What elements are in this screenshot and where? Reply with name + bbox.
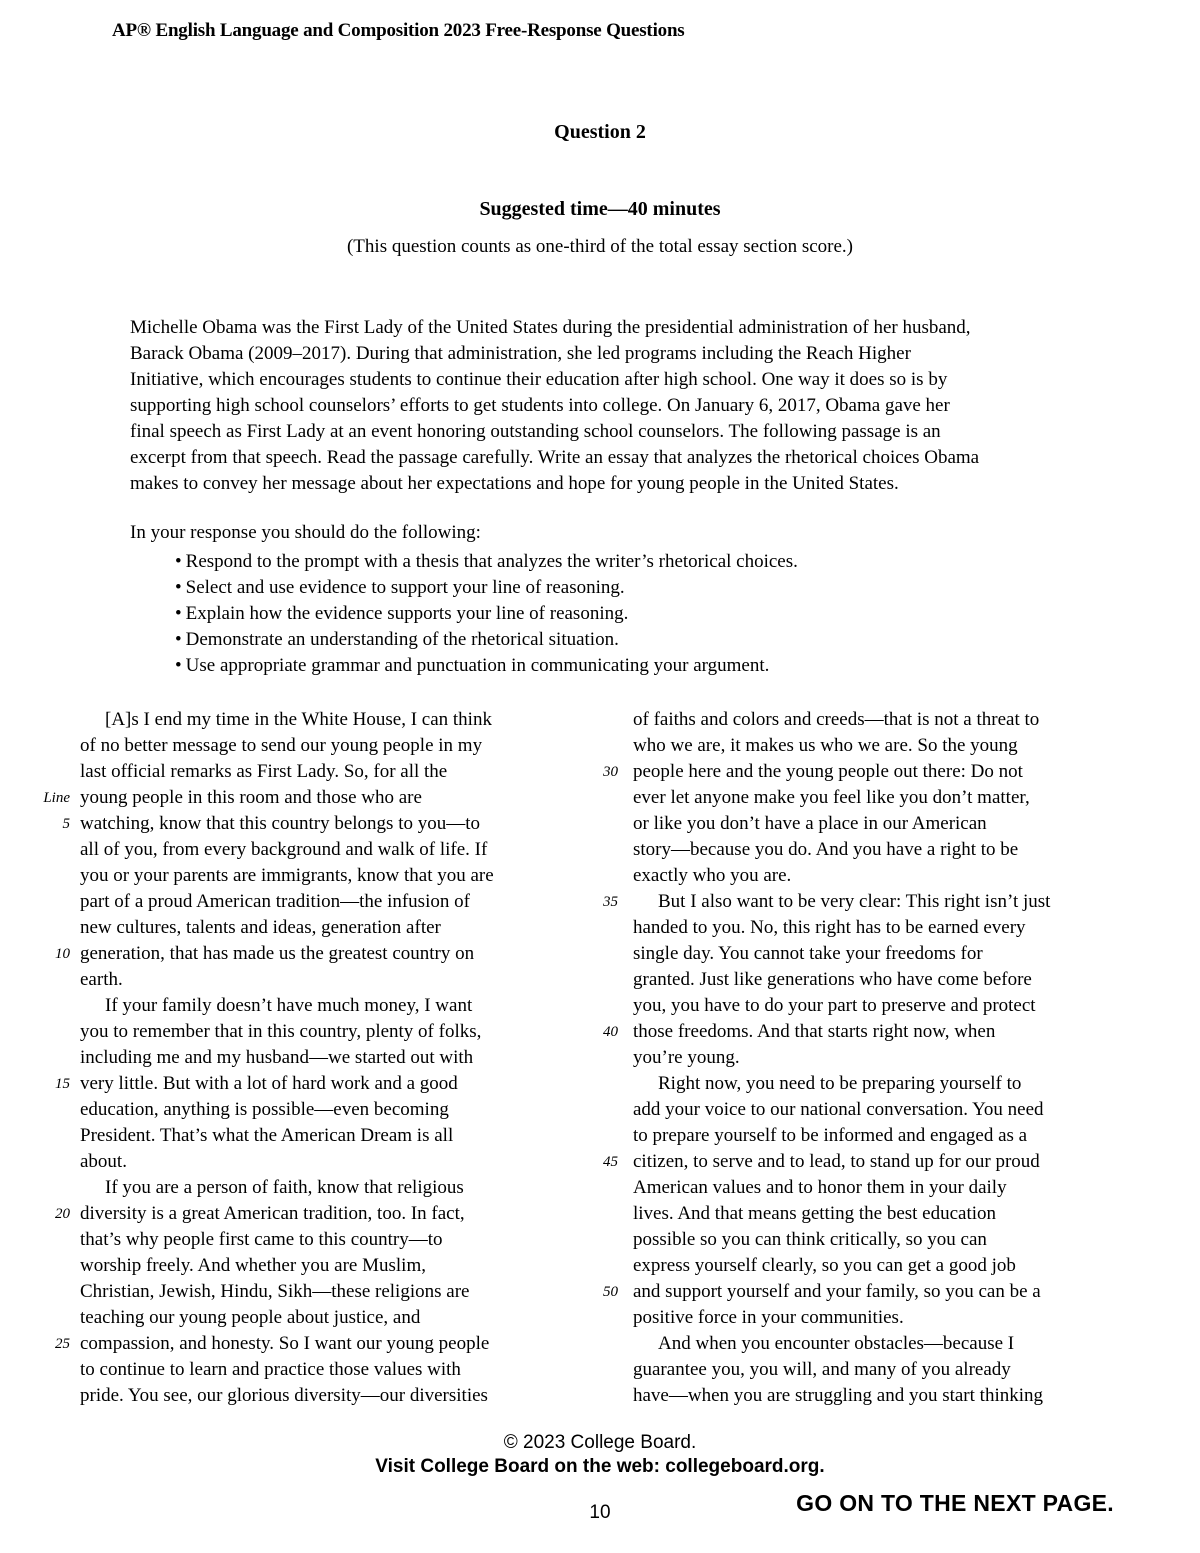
passage-line: [633, 733, 1133, 759]
line-number: 10: [55, 946, 70, 962]
passage-line: [80, 993, 570, 1019]
response-instructions: In your response you should do the following:: [130, 522, 481, 543]
passage-line: [633, 1045, 1133, 1071]
passage-line: [80, 733, 570, 759]
line-number: 50: [603, 1284, 618, 1300]
passage-line: [62, 811, 570, 837]
intro-line: Initiative, which encourages students to continue their education after high school. One way it does so is by: [130, 369, 948, 390]
passage-line: [633, 785, 1133, 811]
passage-line: [603, 1279, 1133, 1305]
line-number: 45: [603, 1154, 618, 1170]
passage-line: [80, 1175, 570, 1201]
passage-line: [633, 967, 1133, 993]
passage-text: teaching our young people about justice, and: [80, 1307, 421, 1328]
passage-line: [603, 1149, 1133, 1175]
requirement-item: • Use appropriate grammar and punctuation in communicating your argument.: [175, 653, 798, 679]
passage-text: or like you don’t have a place in our American: [633, 813, 987, 834]
passage-line: [80, 1097, 570, 1123]
passage-text: to prepare yourself to be informed and engaged as a: [633, 1125, 1028, 1146]
passage-text: all of you, from every background and walk of life. If: [80, 839, 488, 860]
passage-text: And when you encounter obstacles—because I: [658, 1333, 1015, 1354]
passage-text: compassion, and honesty. So I want our young people: [80, 1333, 490, 1354]
passage-line: [603, 1019, 1133, 1045]
line-number: 15: [55, 1076, 70, 1092]
passage-text: American values and to honor them in your daily: [633, 1177, 1007, 1198]
passage-text: young people in this room and those who are: [80, 787, 422, 808]
passage-line: [633, 863, 1133, 889]
passage-text: of no better message to send our young people in my: [80, 735, 483, 756]
passage-line: [55, 1071, 570, 1097]
passage-line: [633, 1227, 1133, 1253]
passage-left-column: [43, 707, 570, 1409]
passage-text: possible so you can think critically, so you can: [633, 1229, 987, 1250]
intro-line: makes to convey her message about her expectations and hope for young people in the United States.: [130, 473, 899, 494]
passage-text: have—when you are struggling and you start thinking: [633, 1385, 1044, 1406]
passage-line: [80, 759, 570, 785]
intro-line: final speech as First Lady at an event honoring outstanding school counselors. The following passage is an: [130, 421, 941, 442]
passage-text: about.: [80, 1151, 127, 1172]
line-number: 20: [55, 1206, 70, 1222]
passage-text: to continue to learn and practice those values with: [80, 1359, 461, 1380]
passage-text: new cultures, talents and ideas, generation after: [80, 917, 441, 938]
passage-line: [55, 1201, 570, 1227]
passage-text: people here and the young people out there: Do not: [633, 761, 1023, 782]
passage-line: [80, 1253, 570, 1279]
passage-text: very little. But with a lot of hard work and a good: [80, 1073, 458, 1094]
passage-text: express yourself clearly, so you can get a good job: [633, 1255, 1016, 1276]
passage-text: single day. You cannot take your freedoms for: [633, 943, 983, 964]
passage-text: including me and my husband—we started out with: [80, 1047, 474, 1068]
page-number: 10: [589, 1502, 611, 1523]
requirement-item: • Demonstrate an understanding of the rhetorical situation.: [175, 627, 798, 653]
intro-line: Barack Obama (2009–2017). During that administration, she led programs including the Reach Higher: [130, 343, 911, 364]
passage-text: part of a proud American tradition—the infusion of: [80, 891, 470, 912]
line-number: Line: [43, 790, 70, 806]
passage-text: last official remarks as First Lady. So, for all the: [80, 761, 448, 782]
passage-line: [80, 1357, 570, 1383]
passage-line: [80, 1123, 570, 1149]
passage-line: [633, 707, 1133, 733]
passage-text: generation, that has made us the greatest country on: [80, 943, 475, 964]
passage-text: of faiths and colors and creeds—that is not a threat to: [633, 709, 1040, 730]
passage-line: [80, 967, 570, 993]
passage-line: [80, 1305, 570, 1331]
passage-text: you or your parents are immigrants, know that you are: [80, 865, 494, 886]
passage-line: [633, 811, 1133, 837]
passage-line: [80, 837, 570, 863]
passage-text: worship freely. And whether you are Muslim,: [80, 1255, 426, 1276]
question-title: Question 2: [554, 121, 646, 143]
passage-text: earth.: [80, 969, 123, 990]
line-number: 30: [603, 764, 618, 780]
response-requirements-list: [175, 549, 798, 679]
passage-line: [603, 889, 1133, 915]
passage-text: pride. You see, our glorious diversity—our diversities: [80, 1385, 488, 1406]
passage-text: story—because you do. And you have a right to be: [633, 839, 1019, 860]
passage-right-column: [603, 707, 1133, 1409]
passage-line: [633, 1097, 1133, 1123]
passage-text: you’re young.: [633, 1047, 740, 1068]
requirement-item: • Respond to the prompt with a thesis that analyzes the writer’s rhetorical choices.: [175, 549, 798, 575]
passage-line: [55, 941, 570, 967]
passage-line: [633, 1175, 1133, 1201]
passage-text: you, you have to do your part to preserve and protect: [633, 995, 1036, 1016]
prompt-introduction: [130, 315, 1130, 497]
passage-line: [80, 1279, 570, 1305]
line-number: 35: [603, 894, 618, 910]
intro-line: Michelle Obama was the First Lady of the United States during the presidential administration of her husband,: [130, 317, 971, 338]
passage-line: [633, 1383, 1133, 1409]
copyright: © 2023 College Board.: [503, 1432, 697, 1453]
passage-line: [80, 1019, 570, 1045]
passage-line: [633, 1071, 1133, 1097]
passage-text: guarantee you, you will, and many of you already: [633, 1359, 1011, 1380]
passage-text: Christian, Jewish, Hindu, Sikh—these religions are: [80, 1281, 470, 1302]
passage-line: [633, 1253, 1133, 1279]
website-note: Visit College Board on the web: collegeboard.org.: [375, 1456, 825, 1477]
passage-line: [633, 1201, 1133, 1227]
passage-line: [43, 785, 570, 811]
passage-text: and support yourself and your family, so you can be a: [633, 1281, 1041, 1302]
passage-line: [633, 1357, 1133, 1383]
passage-text: lives. And that means getting the best education: [633, 1203, 997, 1224]
passage-text: Right now, you need to be preparing yourself to: [658, 1073, 1022, 1094]
passage-line: [55, 1331, 570, 1357]
passage-line: [80, 915, 570, 941]
passage-text: handed to you. No, this right has to be earned every: [633, 917, 1026, 938]
passage-text: citizen, to serve and to lead, to stand up for our proud: [633, 1151, 1040, 1172]
passage-text: education, anything is possible—even becoming: [80, 1099, 449, 1120]
passage-line: [633, 993, 1133, 1019]
passage-line: [80, 707, 570, 733]
next-page-notice: GO ON TO THE NEXT PAGE.: [796, 1490, 1114, 1516]
passage-text: granted. Just like generations who have come before: [633, 969, 1032, 990]
passage-text: If your family doesn’t have much money, I want: [105, 995, 473, 1016]
passage-text: diversity is a great American tradition, too. In fact,: [80, 1203, 465, 1224]
passage-line: [80, 1383, 570, 1409]
passage-line: [80, 889, 570, 915]
passage-text: you to remember that in this country, plenty of folks,: [80, 1021, 482, 1042]
passage-line: [633, 837, 1133, 863]
passage-text: who we are, it makes us who we are. So the young: [633, 735, 1018, 756]
line-number: 25: [55, 1336, 70, 1352]
passage-line: [633, 1123, 1133, 1149]
passage-line: [633, 1305, 1133, 1331]
passage-text: those freedoms. And that starts right now, when: [633, 1021, 996, 1042]
page-header: AP® English Language and Composition 2023 Free-Response Questions: [112, 20, 685, 41]
suggested-time: Suggested time—40 minutes: [479, 198, 721, 220]
passage-text: that’s why people first came to this country—to: [80, 1229, 443, 1250]
requirement-item: • Select and use evidence to support your line of reasoning.: [175, 575, 798, 601]
passage-text: If you are a person of faith, know that religious: [105, 1177, 464, 1198]
passage-text: [A]s I end my time in the White House, I can think: [105, 709, 492, 730]
passage-text: positive force in your communities.: [633, 1307, 904, 1328]
passage-line: [633, 915, 1133, 941]
passage-line: [80, 1227, 570, 1253]
passage-line: [633, 941, 1133, 967]
line-number: 5: [62, 816, 70, 832]
intro-line: excerpt from that speech. Read the passage carefully. Write an essay that analyzes the rhetorical choices Obama: [130, 447, 980, 468]
passage-line: [80, 1149, 570, 1175]
requirement-item: • Explain how the evidence supports your line of reasoning.: [175, 601, 798, 627]
passage-text: ever let anyone make you feel like you don’t matter,: [633, 787, 1030, 808]
score-weight-note: (This question counts as one-third of the total essay section score.): [346, 236, 853, 257]
passage-line: [603, 759, 1133, 785]
passage-text: But I also want to be very clear: This right isn’t just: [658, 891, 1051, 912]
passage-text: President. That’s what the American Dream is all: [80, 1125, 454, 1146]
passage-line: [80, 1045, 570, 1071]
line-number: 40: [603, 1024, 618, 1040]
passage-line: [80, 863, 570, 889]
passage-line: [633, 1331, 1133, 1357]
intro-line: supporting high school counselors’ efforts to get students into college. On January 6, 2017, Obama gave her: [130, 395, 950, 416]
passage-text: add your voice to our national conversation. You need: [633, 1099, 1044, 1120]
passage-text: exactly who you are.: [633, 865, 792, 886]
passage-text: watching, know that this country belongs to you—to: [80, 813, 481, 834]
